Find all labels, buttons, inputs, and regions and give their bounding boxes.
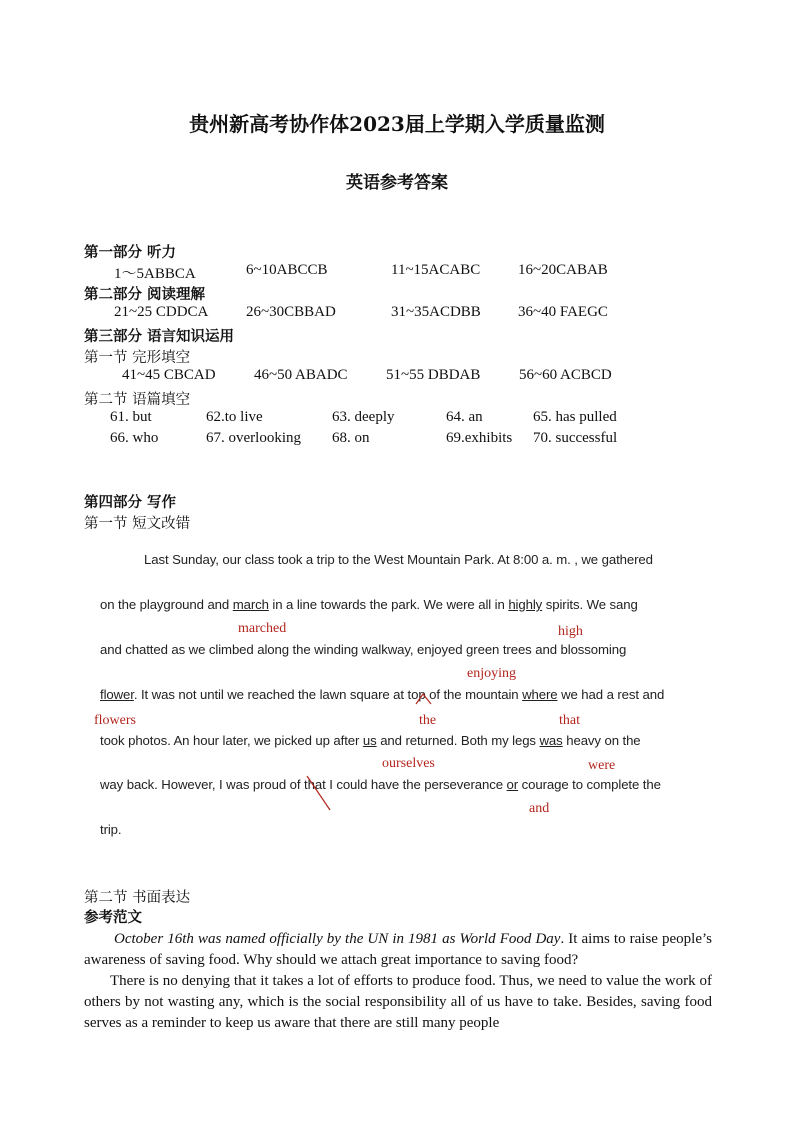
part1-answer: 6~10ABCCB	[246, 262, 328, 278]
cloze-answer: 51~55 DBDAB	[386, 367, 481, 383]
essay-line: on the playground and march in a line towards the park. We were all in highly spirits. We sang	[100, 597, 638, 612]
part3-heading: 第三部分 语言知识运用	[84, 328, 235, 345]
correction-text: high	[558, 624, 583, 639]
error-word: march	[232, 597, 269, 612]
error-word: highly	[508, 597, 543, 612]
part2-heading: 第二部分 阅读理解	[84, 286, 206, 303]
correction-text: enjoying	[467, 666, 516, 681]
error-word: was	[539, 733, 563, 748]
correction-text: ourselves	[382, 756, 435, 771]
page-subtitle: 英语参考答案	[346, 173, 448, 193]
cloze-answer: 56~60 ACBCD	[519, 367, 612, 383]
part4-section1-heading: 第一节 短文改错	[84, 516, 191, 532]
fill-answer: 64. an	[446, 409, 483, 425]
correction-text: that	[559, 713, 580, 728]
sample-essay-heading: 参考范文	[84, 909, 142, 926]
essay-line: flower. It was not until we reached the lawn square at top of the mountain where we had a rest and	[100, 687, 665, 702]
correction-text: the	[419, 713, 437, 728]
cloze-answer: 41~45 CBCAD	[122, 367, 216, 383]
correction-text: flowers	[94, 713, 136, 728]
fill-answer: 61. but	[110, 409, 152, 425]
page-title: 贵州新高考协作体2023届上学期入学质量监测	[189, 112, 605, 136]
part1-answer: 11~15ACABC	[391, 262, 481, 278]
error-word: flower	[100, 687, 134, 702]
fill-answer: 62.to live	[206, 409, 263, 425]
part4-heading: 第四部分 写作	[84, 494, 177, 511]
fill-answer: 68. on	[332, 430, 370, 446]
part2-answer: 21~25 CDDCA	[114, 304, 209, 320]
essay-line: Last Sunday, our class took a trip to the West Mountain Park. At 8:00 a. m. , we gathered	[144, 552, 653, 567]
deletion-slash-mark	[307, 776, 330, 810]
correction-text: were	[588, 758, 616, 773]
fill-answer: 65. has pulled	[533, 409, 617, 425]
essay-line: and chatted as we climbed along the winding walkway, enjoyed green trees and blossoming	[100, 642, 627, 657]
sample-paragraph: October 16th was named officially by the UN in 1981 as World Food Day. It aims to raise people’s awareness of saving food. Why should we attach great importance to saving food?	[84, 931, 713, 968]
error-word: or	[506, 777, 519, 792]
fill-answer: 66. who	[110, 430, 159, 446]
part1-answer: 16~20CABAB	[518, 262, 608, 278]
part2-answer: 36~40 FAEGC	[518, 304, 608, 320]
fill-answer: 63. deeply	[332, 409, 395, 425]
part1-heading: 第一部分 听力	[84, 244, 177, 261]
part2-answer: 26~30CBBAD	[246, 304, 336, 320]
essay-line: way back. However, I was proud of that I could have the perseverance or courage to complete the	[100, 777, 661, 792]
cloze-answer: 46~50 ABADC	[254, 367, 348, 383]
part3-section1-heading: 第一节 完形填空	[84, 350, 191, 366]
correction-text: marched	[238, 621, 287, 636]
part1-answer: 1～5ABBCA	[114, 266, 196, 282]
error-word: where	[522, 687, 558, 702]
part2-answer: 31~35ACDBB	[391, 304, 481, 320]
fill-answer: 69.exhibits	[446, 430, 513, 446]
error-word: us	[362, 733, 377, 748]
fill-answer: 70. successful	[533, 430, 618, 446]
sample-paragraph: There is no denying that it takes a lot of efforts to produce food. Thus, we need to value the work of others by not wasting any, which is the social responsibility all of us have to take. Besides, saving food serves as a reminder to keep us aware that there are still many people	[84, 973, 712, 1031]
essay-line: trip.	[100, 822, 122, 837]
insertion-caret-mark	[416, 694, 431, 704]
part3-section2-heading: 第二节 语篇填空	[84, 392, 191, 408]
correction-text: and	[529, 801, 550, 816]
fill-answer: 67. overlooking	[206, 430, 301, 446]
essay-line: took photos. An hour later, we picked up after us and returned. Both my legs was heavy on the	[100, 733, 641, 748]
part4-section2-heading: 第二节 书面表达	[84, 890, 191, 906]
